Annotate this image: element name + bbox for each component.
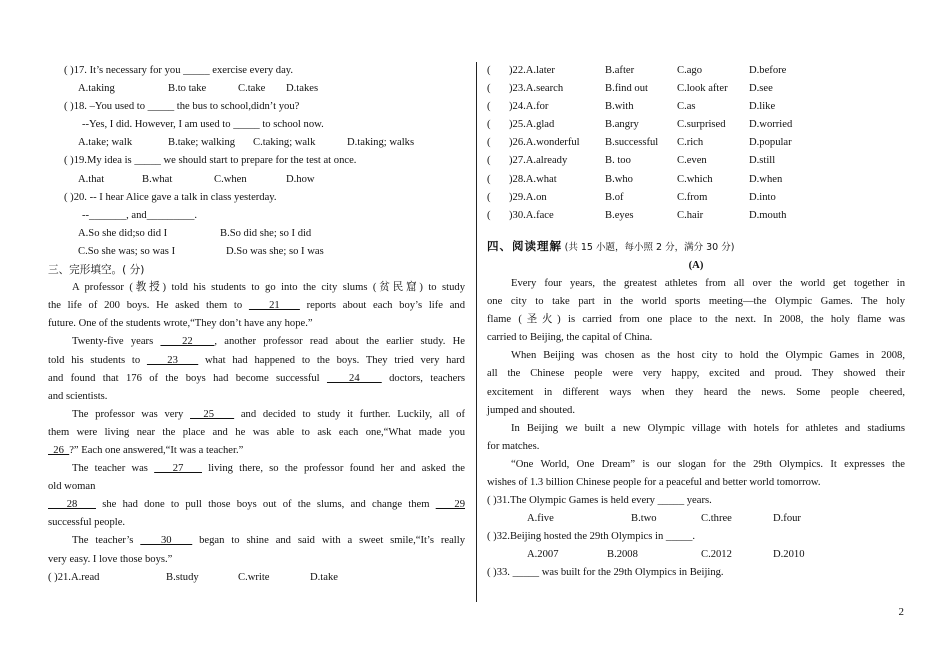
option: C.surprised (677, 119, 726, 131)
cloze-line-4: Twenty-five years 22 , another professor read about the earlier study. He (72, 336, 465, 348)
right-column (487, 62, 905, 583)
option: B.find out (605, 83, 648, 95)
cloze-line-16: very easy. I love those boys.” (48, 553, 173, 565)
answer-bracket: ( (487, 101, 491, 113)
option: A.that (78, 173, 105, 185)
question-row (487, 134, 905, 152)
section-4-note: (共 15 小题，每小照 2 分，满分 30 分) (564, 241, 735, 253)
cloze-line-7: and scientists. (48, 390, 108, 402)
option: C.So she was; so was I (78, 245, 176, 257)
question-19: ( )19.My idea is _____ we should start to prepare for the test at once. (64, 155, 357, 167)
question-row (487, 171, 905, 189)
option: D.worried (749, 119, 793, 131)
option: C.as (677, 101, 696, 113)
option: B.what (142, 173, 173, 185)
option: B.successful (605, 137, 659, 149)
answer-bracket: ( (487, 137, 491, 149)
page-number: 2 (898, 606, 904, 618)
cloze-line-5: told his students to 23 what had happened to the boys. They tried very hard (48, 354, 465, 366)
option: D.how (286, 173, 315, 185)
question-option-a: )29.A.on (509, 191, 547, 203)
option: D.takes (286, 83, 319, 95)
cloze-line-14: successful people. (48, 517, 126, 529)
option: A.take; walk (78, 137, 133, 149)
passage-line: “One World, One Dream” is our slogan for the 29th Olympics. It expresses the (511, 458, 905, 470)
passage-line: for matches. (487, 440, 540, 452)
answer-bracket: ( (487, 173, 491, 185)
question-option-a: )27.A.already (509, 155, 568, 167)
question-option-a: )22.A.later (509, 65, 555, 76)
option: C.three (701, 513, 732, 525)
question-31: ( )31.The Olympic Games is held every _____ years. (487, 495, 712, 507)
question-row (487, 116, 905, 134)
question-20-options-1 (48, 225, 465, 243)
option: C.write (238, 571, 270, 583)
question-row (487, 189, 905, 207)
question-row (487, 98, 905, 116)
cloze-line-15: The teacher’s 30 began to shine and said with a sweet smile,“It’s really (72, 535, 465, 547)
passage-line: jumped and shouted. (487, 404, 575, 416)
passage-line: excitement in different ways when they heard the news. Some people cheered, (487, 386, 905, 398)
question-row (487, 80, 905, 98)
option: D.mouth (749, 209, 787, 221)
section-4-title: 四、阅读理解 (487, 238, 562, 253)
question-32-options (487, 546, 905, 564)
option: C.rich (677, 137, 704, 149)
option: B.to take (168, 83, 207, 95)
option: A.five (527, 513, 554, 525)
option: C.ago (677, 65, 703, 76)
option: D.taking; walks (347, 137, 415, 149)
question-32: ( )32.Beijing hosted the 29th Olympics in _____. (487, 531, 696, 543)
cloze-line-12: old woman (48, 481, 96, 493)
section-3-title: 三、完形填空。( 分) (48, 264, 145, 277)
option: B.angry (605, 119, 639, 131)
passage-label: (A) (688, 259, 704, 271)
question-17-options (48, 80, 465, 98)
passage-line: carried to Beijing, the capital of China. (487, 332, 653, 344)
option: B.of (605, 191, 624, 203)
option: A.So she did;so did I (78, 227, 168, 239)
question-17: ( )17. It’s necessary for you _____ exercise every day. (64, 65, 294, 76)
question-option-a: )28.A.what (509, 173, 557, 185)
passage-line: In Beijing we built a new Olympic village with hotels for athletes and stadiums (511, 422, 905, 434)
question-20-options-2 (48, 243, 465, 261)
passage-line: one city to take part in the world sports meeting—the Olympic Games. The holy (487, 296, 905, 308)
option: C.hair (677, 209, 704, 221)
cloze-line-9: them were living near the place and he was able to ask each one,“What made you (48, 426, 465, 438)
question-option-a: )30.A.face (509, 209, 554, 221)
option: A.taking (78, 83, 115, 95)
option: C.look after (677, 83, 728, 95)
option: C.take (238, 83, 266, 95)
question-18: ( )18. –You used to _____ the bus to school,didn’t you? (64, 101, 300, 113)
question-18-reply: --Yes, I did. However, I am used to _____ to school now. (82, 119, 324, 131)
passage-line: flame (圣火) is carried from one place to the next. In 2008, the holy flame was (487, 314, 905, 326)
question-option-a: )24.A.for (509, 101, 549, 113)
question-option-a: )26.A.wonderful (509, 137, 580, 149)
passage-line: all the Chinese people were very happy, excited and proud. They showed their (487, 368, 905, 380)
option: B.So did she; so I did (220, 227, 312, 239)
question-33: ( )33. _____ was built for the 29th Olympics in Beijing. (487, 567, 724, 579)
option: B.study (166, 571, 199, 583)
question-option-a: )25.A.glad (509, 119, 555, 131)
option: D.2010 (773, 549, 805, 561)
question-19-options (48, 171, 465, 189)
answer-bracket: ( (487, 155, 491, 167)
passage-line: wishes of 1.3 billion Chinese people for a peaceful and better world tomorrow. (487, 476, 821, 488)
left-column (48, 62, 465, 587)
option: C.2012 (701, 549, 732, 561)
option: B.with (605, 101, 634, 113)
option: B.after (605, 65, 635, 76)
cloze-line-13: 28 she had done to pull those boys out of the slums, and change them 29 (48, 499, 465, 511)
option: C.when (214, 173, 247, 185)
answer-bracket: ( (487, 119, 491, 131)
option: A.2007 (527, 549, 559, 561)
option: D.see (749, 83, 773, 95)
option: D.still (749, 155, 776, 167)
question-row (487, 152, 905, 170)
option: D.like (749, 101, 776, 113)
answer-bracket: ( (487, 83, 491, 95)
question-20: ( )20. -- I hear Alice gave a talk in class yesterday. (64, 191, 277, 203)
option: B.take; walking (168, 137, 236, 149)
option: B.who (605, 173, 633, 185)
option: B.2008 (607, 549, 638, 561)
option: B.eyes (605, 209, 634, 221)
option: C.taking; walk (253, 137, 316, 149)
answer-bracket: ( (487, 191, 491, 203)
cloze-line-3: future. One of the students wrote,“They don’t have any hope.” (48, 318, 313, 330)
option: D.when (749, 173, 783, 185)
option: D.take (310, 571, 338, 583)
cloze-line-1: A professor (教授) told his students to go into the city slums (贫民窟) to study (72, 282, 465, 294)
column-divider (476, 62, 477, 602)
answer-bracket: ( (487, 65, 491, 76)
section-4-header (487, 237, 905, 257)
question-row (487, 207, 905, 225)
option: D.into (749, 191, 776, 203)
option: C.from (677, 191, 708, 203)
passage-line: When Beijing was chosen as the host city to hold the Olympic Games in 2008, (511, 350, 905, 362)
option: D.before (749, 65, 787, 76)
question-20-reply: --_______, and_________. (82, 209, 198, 221)
cloze-line-2: the life of 200 boys. He asked them to 21 reports about each boy’s life and (48, 300, 465, 312)
question-row (487, 62, 905, 80)
option: D.So was she; so I was (226, 245, 324, 257)
questions-22-30 (487, 62, 905, 225)
question-21-stem: ( )21.A.read (48, 571, 100, 583)
question-31-options (487, 510, 905, 528)
cloze-line-10: 26 ?” Each one answered,“It was a teacher.” (48, 444, 244, 456)
passage-line: Every four years, the greatest athletes from all over the world get together in (511, 277, 905, 289)
cloze-line-11: The teacher was 27 living there, so the professor found her and asked the (72, 463, 465, 475)
question-18-options (48, 134, 465, 152)
cloze-line-6: and found that 176 of the boys had become successful 24 doctors, teachers (48, 372, 465, 384)
answer-bracket: ( (487, 209, 491, 221)
option: C.even (677, 155, 707, 167)
option: D.popular (749, 137, 792, 149)
option: C.which (677, 173, 713, 185)
option: B. too (605, 155, 631, 167)
cloze-line-8: The professor was very 25 and decided to study it further. Luckily, all of (72, 408, 465, 420)
option: B.two (631, 513, 657, 525)
option: D.four (773, 513, 801, 525)
question-option-a: )23.A.search (509, 83, 564, 95)
question-21 (48, 569, 465, 587)
